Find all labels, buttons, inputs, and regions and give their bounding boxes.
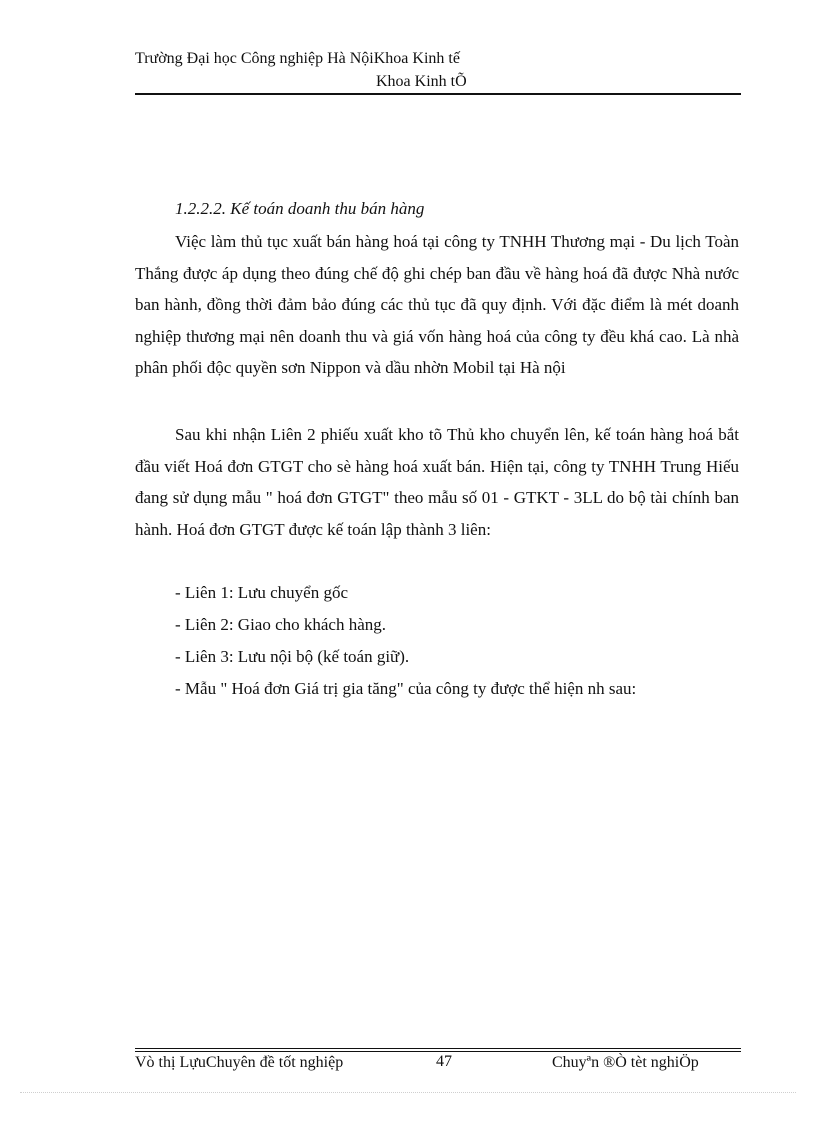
header-title: Trường Đại học Công nghiệp Hà NộiKhoa Kinh tế	[135, 50, 460, 67]
list-item: - Liên 1: Lưu chuyển gốc	[175, 583, 349, 602]
page-number: 47	[436, 1053, 452, 1070]
list-item: - Liên 2: Giao cho khách hàng.	[175, 615, 387, 634]
header-subtitle: Khoa Kinh tÕ	[376, 73, 467, 90]
paragraph-2: Sau khi nhận Liên 2 phiếu xuất kho tõ Thủ kho chuyển lên, kế toán hàng hoá bắt đầu viết Hoá đơn GTGT cho sè hàng hoá xuất bán. Hiện tại, công ty TNHH Trung Hiếu đang sử dụng mẫu " hoá đơn GTGT" theo mẫu số 01 - GTKT - 3LL do bộ tài chính ban hành. Hoá đơn GTGT được kế toán lập thành 3 liên:	[135, 425, 739, 539]
footer-author: Vò thị LựuChuyên đề tốt nghiệp	[135, 1054, 344, 1071]
paragraph-1: Việc làm thủ tục xuất bán hàng hoá tại công ty TNHH Thương mại - Du lịch Toàn Thắng được áp dụng theo đúng chế độ ghi chép ban đầu về hàng hoá đã được Nhà nước ban hành, đồng thời đảm bảo đúng các thủ tục đã quy định. Với đặc điểm là mét doanh nghiệp thương mại nên doanh thu và giá vốn hàng hoá của công ty đều khá cao. Là nhà phân phối độc quyền sơn Nippon và dầu nhờn Mobil tại Hà nội	[135, 232, 739, 378]
footer-rule-double	[135, 1051, 741, 1052]
header-rule	[135, 93, 741, 95]
list-item: - Liên 3: Lưu nội bộ (kế toán giữ).	[175, 647, 410, 666]
page-edge-dotted-line	[20, 1092, 796, 1093]
footer-rule	[135, 1048, 741, 1049]
footer-title: Chuyªn ®Ò tèt nghiÖp	[552, 1054, 699, 1071]
section-title: 1.2.2.2. Kế toán doanh thu bán hàng	[175, 199, 425, 218]
list-item: - Mẫu " Hoá đơn Giá trị gia tăng" của công ty được thể hiện nh sau:	[175, 679, 637, 698]
